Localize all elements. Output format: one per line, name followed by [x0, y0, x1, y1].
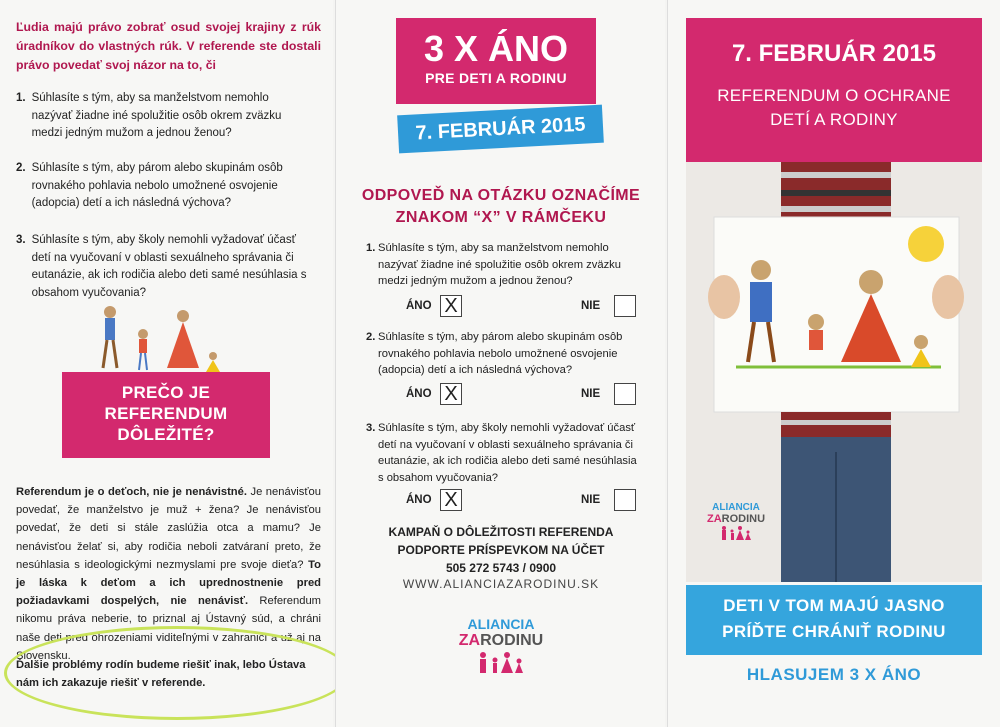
vote-slogan: HLASUJEM 3 X ÁNO — [746, 665, 922, 684]
question-text: Súhlasíte s tým, aby párom alebo skupinám osôb rovnakého pohlavia nebolo umožnené osvojenie (adopcia) detí a ich následná výchova? — [378, 331, 623, 376]
ballot-question-3 — [366, 420, 646, 486]
referendum-subtitle — [686, 68, 982, 132]
child-photo — [686, 162, 982, 582]
question-number: 1. — [16, 92, 26, 104]
date-header: 7. FEBRUÁR 2015 — [731, 40, 937, 67]
no-label: NIE — [581, 300, 601, 312]
answer-instructions — [346, 185, 656, 229]
question-text: Súhlasíte s tým, aby školy nemohli vyžadovať účasť detí na vyučovaní v oblasti sexuálneho správania či eutanázie, ak ich rodičia alebo deti samé nesúhlasia s obsahom vyučovania? — [378, 422, 637, 484]
ballot-answer-2 — [406, 383, 636, 407]
campaign-line-2: PODPORTE PRÍSPEVKOM NA ÚČET — [397, 543, 605, 557]
why-line-3: DÔLEŽITÉ? — [117, 425, 215, 444]
question-number: 2. — [16, 162, 26, 174]
alliance-logo — [451, 616, 551, 681]
no-checkbox[interactable] — [614, 383, 636, 405]
question-text: Súhlasíte s tým, aby sa manželstvom nemohlo nazývať žiadne iné spolužitie osôb okrem zväzku medzi jedným mužom a jednou ženou? — [31, 92, 282, 139]
yes-label: ÁNO — [406, 300, 432, 312]
three-yes-subtitle: PRE DETI A RODINU — [425, 70, 567, 86]
body-part-4: Referendum nikomu práva neberie, to priznal aj Ústavný súd, a chráni naše deti pred ohrozeniami viditeľnými v zahraničí a už aj na Slovensku. — [16, 595, 321, 662]
family-drawing — [75, 298, 235, 378]
yes-checkbox[interactable]: X — [440, 489, 462, 511]
three-yes-box — [396, 18, 596, 104]
question-text: Súhlasíte s tým, aby párom alebo skupinám osôb rovnakého pohlavia nebolo umožnené osvojenie (adopcia) detí a ich následná výchova? — [31, 162, 283, 209]
question-text: Súhlasíte s tým, aby sa manželstvom nemohlo nazývať žiadne iné spolužitie osôb okrem zväzku medzi jedným mužom a jednou ženou? — [378, 242, 621, 287]
question-text: Súhlasíte s tým, aby školy nemohli vyžadovať účasť detí na vyučovaní v oblasti sexuálneho správania či eutanázie, ak ich rodičia alebo deti samé nesúhlasia s obsahom vyučovania? — [31, 234, 307, 299]
yes-checkbox[interactable]: X — [440, 383, 462, 405]
right-panel — [667, 0, 1000, 727]
logo-line-2: RODINU — [721, 513, 766, 525]
subtitle-line-2: DETÍ A RODINY — [770, 110, 898, 129]
ballot-question-1 — [366, 240, 646, 290]
date-header-box — [686, 18, 982, 162]
three-yes-title: 3 X ÁNO — [423, 28, 569, 69]
why-line-2: REFERENDUM — [104, 404, 228, 423]
answer-line-1: ODPOVEĎ NA OTÁZKU OZNAČÍME — [361, 187, 641, 204]
body-lead: Referendum je o deťoch, nie je nenávistné. — [16, 486, 247, 498]
why-referendum-box — [62, 372, 270, 458]
question-number: 3. — [366, 422, 376, 434]
alliance-logo-right — [696, 502, 776, 546]
no-checkbox[interactable] — [614, 489, 636, 511]
yes-label: ÁNO — [406, 388, 432, 400]
highlight-ellipse — [4, 626, 350, 720]
no-label: NIE — [581, 388, 601, 400]
closing-text: Ďalšie problémy rodín budeme riešiť inak, lebo Ústava nám ich zakazuje riešiť v referende. — [16, 659, 306, 690]
intro-text: Ľudia majú právo zobrať osud svojej krajiny z rúk úradníkov do vlastných rúk. V referende ste dostali právo povedať svoj názor na to, či — [16, 20, 321, 72]
answer-line-2: ZNAKOM “X” V RÁMČEKU — [395, 209, 607, 226]
campaign-line-1: KAMPAŇ O DÔLEŽITOSTI REFERENDA — [388, 525, 614, 539]
date-banner: 7. FEBRUÁR 2015 — [397, 105, 604, 154]
body-part-2: Je nenávisťou povedať, že manželstvo je muž + žena? Je nenávisťou povedať, že deti si stále zaslúžia otca a mamu? Je nenávisťou želať si, aby rodičia neboli zatváraní preto, že nesúhlasia s ideologickými nezmyslami pre svoje dieťa? — [16, 486, 322, 571]
logo-za: ZA — [458, 632, 481, 649]
slogan-box — [686, 585, 982, 655]
question-number: 2. — [366, 331, 376, 343]
account-number: 505 272 5743 / 0900 — [445, 561, 557, 575]
logo-line-2: RODINU — [480, 632, 544, 649]
ballot-answer-1 — [406, 295, 636, 319]
yes-label: ÁNO — [406, 494, 432, 506]
no-label: NIE — [581, 494, 601, 506]
question-2 — [16, 160, 321, 213]
slogan-line-2: PRÍĎTE CHRÁNIŤ RODINU — [722, 622, 946, 641]
question-number: 1. — [366, 242, 376, 254]
logo-za: ZA — [706, 513, 722, 525]
campaign-text — [356, 523, 646, 577]
question-number: 3. — [16, 234, 26, 246]
question-1 — [16, 90, 321, 143]
why-line-1: PREČO JE — [121, 383, 211, 402]
logo-line-1: ALIANCIA — [467, 616, 535, 632]
question-3 — [16, 232, 321, 302]
ballot-question-2 — [366, 329, 646, 379]
no-checkbox[interactable] — [614, 295, 636, 317]
family-icon — [471, 650, 531, 676]
yes-checkbox[interactable]: X — [440, 295, 462, 317]
family-icon — [716, 525, 756, 541]
middle-panel — [335, 0, 665, 727]
ballot-answer-3 — [406, 489, 636, 513]
logo-line-1: ALIANCIA — [712, 502, 760, 513]
body-part-3: To je láska k deťom a ich uprednostnenie pred požiadavkami dospelých, nie nenávisť. — [16, 558, 321, 608]
website-link[interactable]: WWW.ALIANCIAZARODINU.SK — [402, 577, 600, 591]
left-panel — [0, 0, 333, 727]
slogan-line-1: DETI V TOM MAJÚ JASNO — [723, 596, 945, 615]
subtitle-line-1: REFERENDUM O OCHRANE — [717, 86, 951, 105]
